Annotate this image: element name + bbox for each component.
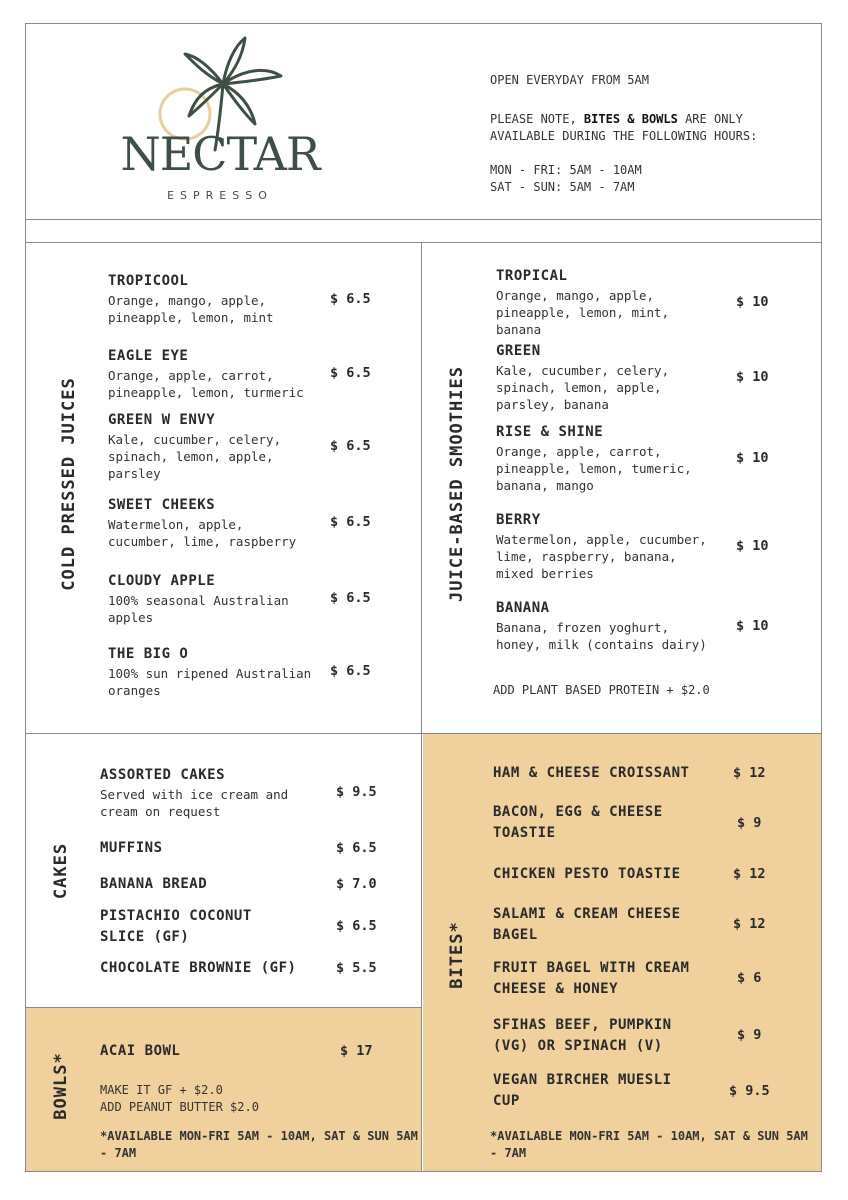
menu-item xyxy=(496,422,711,494)
item-name: TROPICOOL xyxy=(108,273,189,289)
item-desc: Orange, mango, apple, pineapple, lemon, mint, banana xyxy=(496,288,670,337)
item-price: $ 12 xyxy=(733,765,766,781)
divider xyxy=(421,242,422,1172)
menu-item xyxy=(108,346,323,401)
item-desc: Orange, apple, carrot, pineapple, lemon, turmeric xyxy=(108,368,304,400)
logo-subtitle: ESPRESSO xyxy=(167,189,273,202)
item-name: BERRY xyxy=(496,512,541,528)
hours-weekday: MON - FRI: 5AM - 10AM xyxy=(490,163,642,177)
item-price: $ 9.5 xyxy=(729,1083,770,1099)
item-name: FRUIT BAGEL WITH CREAM CHEESE & HONEY xyxy=(493,960,690,997)
item-desc: Watermelon, apple, cucumber, lime, raspberry xyxy=(108,517,297,549)
item-price: $ 5.5 xyxy=(336,960,377,976)
divider xyxy=(25,733,822,734)
menu-item xyxy=(108,271,323,326)
menu-item xyxy=(496,341,691,413)
item-name: CHICKEN PESTO TOASTIE xyxy=(493,866,681,882)
item-price: $ 6.5 xyxy=(336,918,377,934)
item-price: $ 7.0 xyxy=(336,876,377,892)
item-name: CLOUDY APPLE xyxy=(108,573,216,589)
menu-item xyxy=(108,495,308,550)
menu-item xyxy=(496,266,691,338)
open-hours-line: OPEN EVERYDAY FROM 5AM xyxy=(490,73,649,87)
item-price: $ 12 xyxy=(733,916,766,932)
item-price: $ 9.5 xyxy=(336,784,377,800)
item-name: SALAMI & CREAM CHEESE BAGEL xyxy=(493,906,681,943)
section-title-smoothies: JUICE-BASED SMOOTHIES xyxy=(447,366,467,602)
item-name: VEGAN BIRCHER MUESLI CUP xyxy=(493,1072,672,1109)
item-desc: Served with ice cream and cream on request xyxy=(100,787,289,819)
item-price: $ 10 xyxy=(736,369,769,385)
note-text: PLEASE NOTE, xyxy=(490,112,584,126)
item-price: $ 12 xyxy=(733,866,766,882)
item-name: BANANA BREAD xyxy=(100,876,208,892)
item-desc: Banana, frozen yoghurt, honey, milk (contains dairy) xyxy=(496,620,707,652)
item-price: $ 6.5 xyxy=(330,514,371,530)
note-highlight: BITES & BOWLS xyxy=(583,112,678,126)
menu-item xyxy=(100,765,310,820)
item-price: $ 6.5 xyxy=(330,590,371,606)
divider xyxy=(25,1007,422,1008)
hours-weekend: SAT - SUN: 5AM - 7AM xyxy=(490,180,635,194)
item-desc: 100% sun ripened Australian oranges xyxy=(108,666,312,698)
item-name: BACON, EGG & CHEESE TOASTIE xyxy=(493,804,663,841)
bowls-footnote: *AVAILABLE MON-FRI 5AM - 10AM, SAT & SUN 5AM - 7AM xyxy=(100,1129,418,1160)
availability-note xyxy=(490,111,790,145)
bowl-extra: ADD PEANUT BUTTER $2.0 xyxy=(100,1100,259,1114)
bites-footnote: *AVAILABLE MON-FRI 5AM - 10AM, SAT & SUN 5AM - 7AM xyxy=(490,1129,808,1160)
item-name: TROPICAL xyxy=(496,268,568,284)
bowl-extra: MAKE IT GF + $2.0 xyxy=(100,1083,223,1097)
item-desc: Orange, apple, carrot, pineapple, lemon, tumeric, banana, mango xyxy=(496,444,692,493)
item-name: GREEN xyxy=(496,343,541,359)
item-price: $ 6.5 xyxy=(330,291,371,307)
divider xyxy=(25,242,822,243)
item-price: $ 17 xyxy=(340,1043,373,1059)
item-name: RISE & SHINE xyxy=(496,424,604,440)
item-name: SWEET CHEEKS xyxy=(108,497,216,513)
item-name: MUFFINS xyxy=(100,840,163,856)
item-name: THE BIG O xyxy=(108,646,189,662)
divider xyxy=(25,219,822,220)
section-title-cakes: CAKES xyxy=(51,842,71,900)
item-name: HAM & CHEESE CROISSANT xyxy=(493,765,690,781)
item-name: PISTACHIO COCONUT SLICE (GF) xyxy=(100,908,252,945)
menu-item xyxy=(108,571,308,626)
item-price: $ 10 xyxy=(736,294,769,310)
item-name: SFIHAS BEEF, PUMPKIN (VG) OR SPINACH (V) xyxy=(493,1017,672,1054)
note-text: ARE ONLY AVAILABLE DURING THE FOLLOWING HOURS: xyxy=(490,112,758,143)
item-price: $ 6.5 xyxy=(336,840,377,856)
logo-wordmark: NECTAR xyxy=(120,127,320,181)
item-price: $ 6.5 xyxy=(330,438,371,454)
section-title-bowls: BOWLS* xyxy=(51,1052,71,1120)
item-price: $ 10 xyxy=(736,450,769,466)
item-name: EAGLE EYE xyxy=(108,348,189,364)
item-desc: Orange, mango, apple, pineapple, lemon, mint xyxy=(108,293,274,325)
item-desc: Kale, cucumber, celery, spinach, lemon, apple, parsley xyxy=(108,432,282,481)
item-name: ASSORTED CAKES xyxy=(100,767,226,783)
item-desc: Watermelon, apple, cucumber, lime, raspberry, banana, mixed berries xyxy=(496,532,707,581)
item-desc: Kale, cucumber, celery, spinach, lemon, apple, parsley, banana xyxy=(496,363,670,412)
item-name: BANANA xyxy=(496,600,550,616)
item-price: $ 6.5 xyxy=(330,663,371,679)
item-price: $ 9 xyxy=(737,1027,762,1043)
item-price: $ 10 xyxy=(736,538,769,554)
item-price: $ 6 xyxy=(737,970,762,986)
menu-item xyxy=(108,644,323,699)
item-name: CHOCOLATE BROWNIE (GF) xyxy=(100,960,297,976)
section-title-juices: COLD PRESSED JUICES xyxy=(59,377,79,591)
item-name: GREEN W ENVY xyxy=(108,412,216,428)
item-price: $ 10 xyxy=(736,618,769,634)
item-name: ACAI BOWL xyxy=(100,1043,181,1059)
item-desc: 100% seasonal Australian apples xyxy=(108,593,289,625)
protein-addon: ADD PLANT BASED PROTEIN + $2.0 xyxy=(493,683,710,697)
menu-item xyxy=(496,510,721,582)
section-title-bites: BITES* xyxy=(447,921,467,989)
menu-item xyxy=(108,410,298,482)
item-price: $ 9 xyxy=(737,815,762,831)
item-price: $ 6.5 xyxy=(330,365,371,381)
menu-item xyxy=(496,598,721,653)
logo xyxy=(115,32,325,207)
